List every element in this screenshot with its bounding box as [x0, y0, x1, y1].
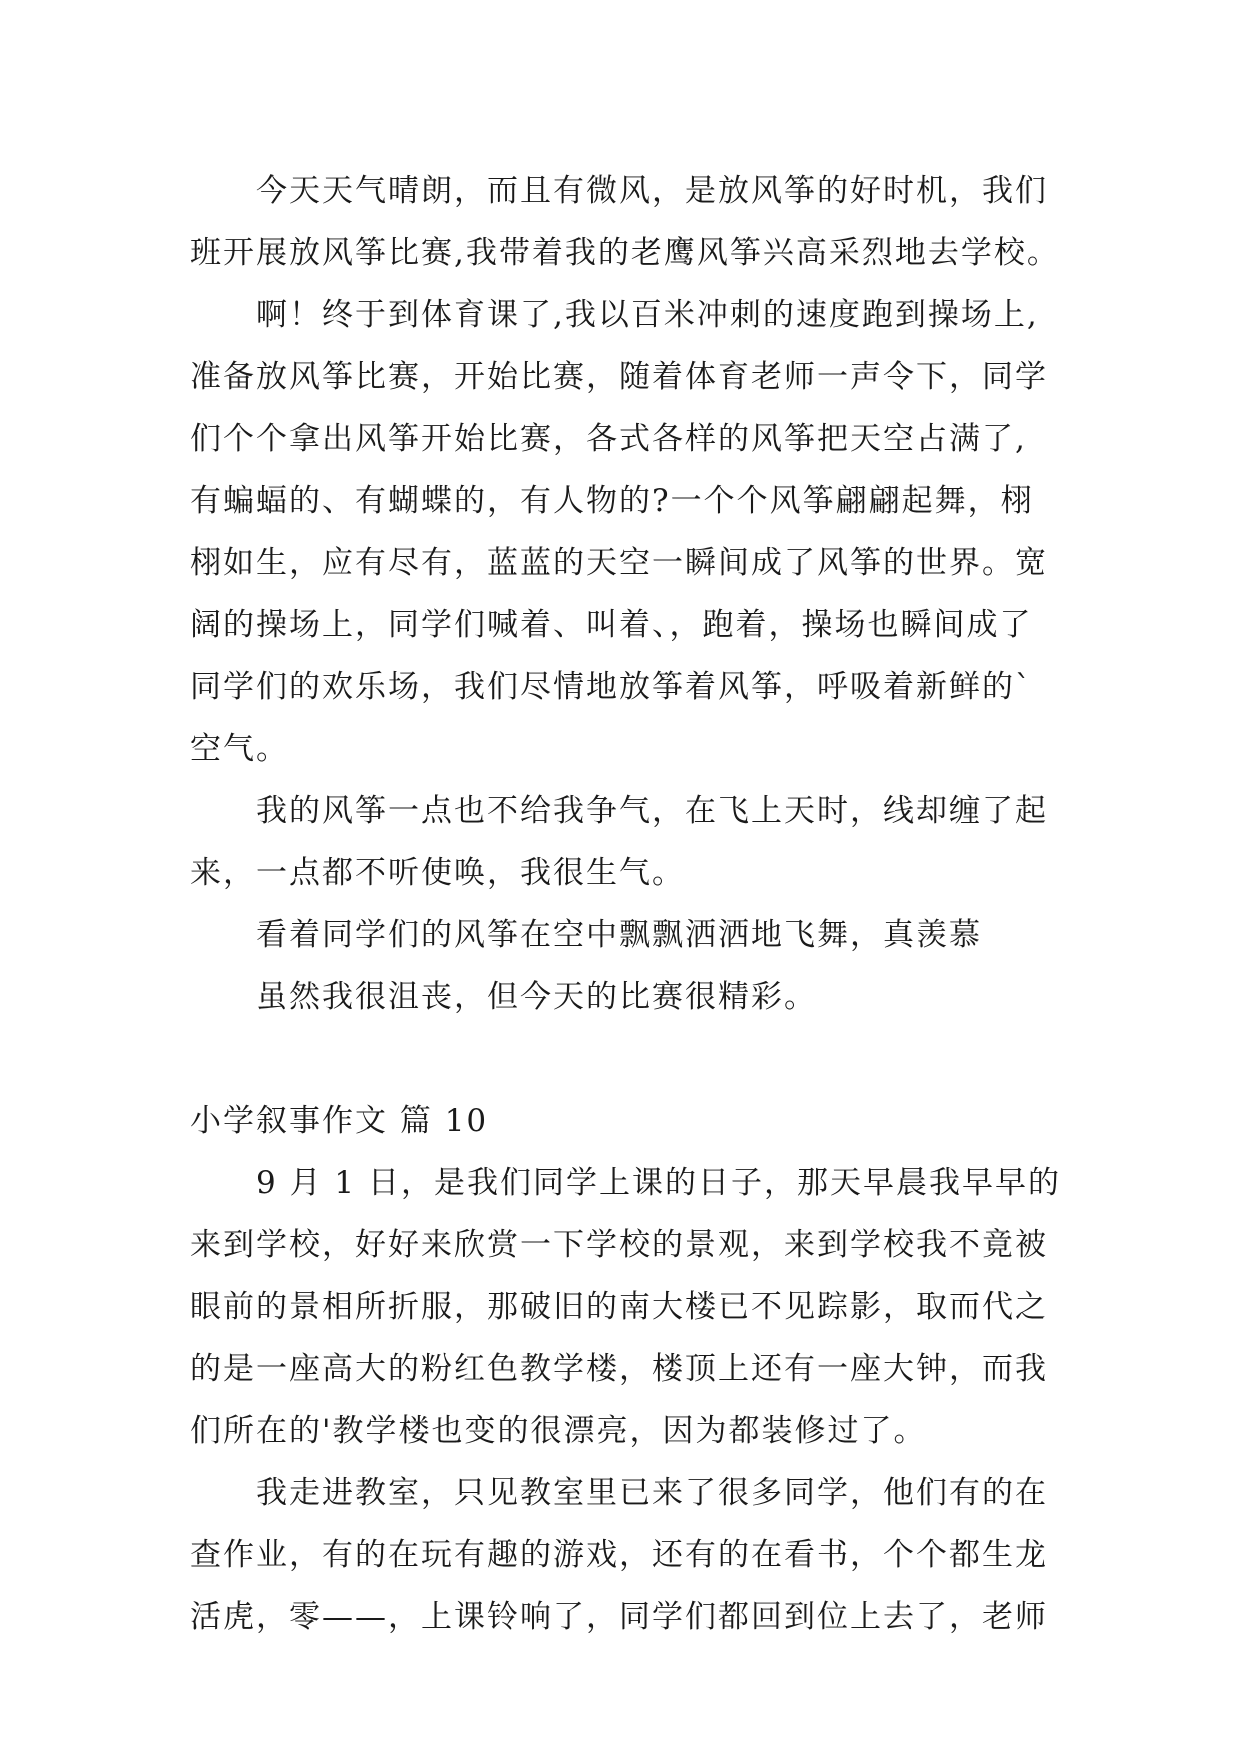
text-line: 们所在的'教学楼也变的很漂亮，因为都装修过了。 [190, 1413, 927, 1449]
paragraph [190, 1462, 1090, 1648]
text-line: 来，一点都不听使唤，我很生气。 [190, 855, 685, 891]
text-line: 阔的操场上，同学们喊着、叫着、，跑着，操场也瞬间成了 [190, 607, 1033, 643]
text-line: 们个个拿出风筝开始比赛，各式各样的风筝把天空占满了, [190, 421, 1027, 457]
text-line: 空气。 [190, 731, 289, 767]
text-line: 班开展放风筝比赛,我带着我的老鹰风筝兴高采烈地去学校。 [190, 235, 1060, 271]
text-line: 看着同学们的风筝在空中飘飘洒洒地飞舞，真羡慕 [256, 917, 982, 953]
paragraph [190, 1152, 1090, 1462]
document-page [190, 160, 1090, 1648]
section-spacer [190, 1028, 1090, 1090]
text-line: 有蝙蝠的、有蝴蝶的，有人物的?一个个风筝翩翩起舞，栩 [190, 483, 1034, 519]
text-line: 虽然我很沮丧，但今天的比赛很精彩。 [256, 979, 817, 1015]
text-line: 查作业，有的在玩有趣的游戏，还有的在看书，个个都生龙 [190, 1537, 1048, 1573]
text-line: 我的风筝一点也不给我争气，在飞上天时，线却缠了起 [256, 793, 1048, 829]
text-line: 我走进教室，只见教室里已来了很多同学，他们有的在 [256, 1475, 1048, 1511]
section-school-essay [190, 1090, 1090, 1648]
text-line: 的是一座高大的粉红色教学楼，楼顶上还有一座大钟，而我 [190, 1351, 1048, 1387]
text-line: 今天天气晴朗，而且有微风，是放风筝的好时机，我们 [256, 173, 1048, 209]
text-line: 啊！终于到体育课了,我以百米冲刺的速度跑到操场上, [256, 297, 1039, 333]
paragraph [190, 966, 1090, 1028]
paragraph [190, 284, 1090, 780]
text-line: 栩如生，应有尽有，蓝蓝的天空一瞬间成了风筝的世界。宽 [190, 545, 1048, 581]
text-line: 同学们的欢乐场，我们尽情地放筝着风筝，呼吸着新鲜的` [190, 669, 1033, 705]
section-kite-essay [190, 160, 1090, 1028]
text-line: 准备放风筝比赛，开始比赛，随着体育老师一声令下，同学 [190, 359, 1048, 395]
paragraph [190, 780, 1090, 904]
section-heading: 小学叙事作文 篇 10 [190, 1103, 489, 1139]
paragraph [190, 160, 1090, 284]
paragraph [190, 904, 1090, 966]
text-line: 活虎，零——，上课铃响了，同学们都回到位上去了，老师 [190, 1599, 1048, 1635]
text-line: 眼前的景相所折服，那破旧的南大楼已不见踪影，取而代之 [190, 1289, 1048, 1325]
text-line: 9 月 1 日，是我们同学上课的日子，那天早晨我早早的 [256, 1165, 1062, 1201]
text-line: 来到学校，好好来欣赏一下学校的景观，来到学校我不竟被 [190, 1227, 1048, 1263]
